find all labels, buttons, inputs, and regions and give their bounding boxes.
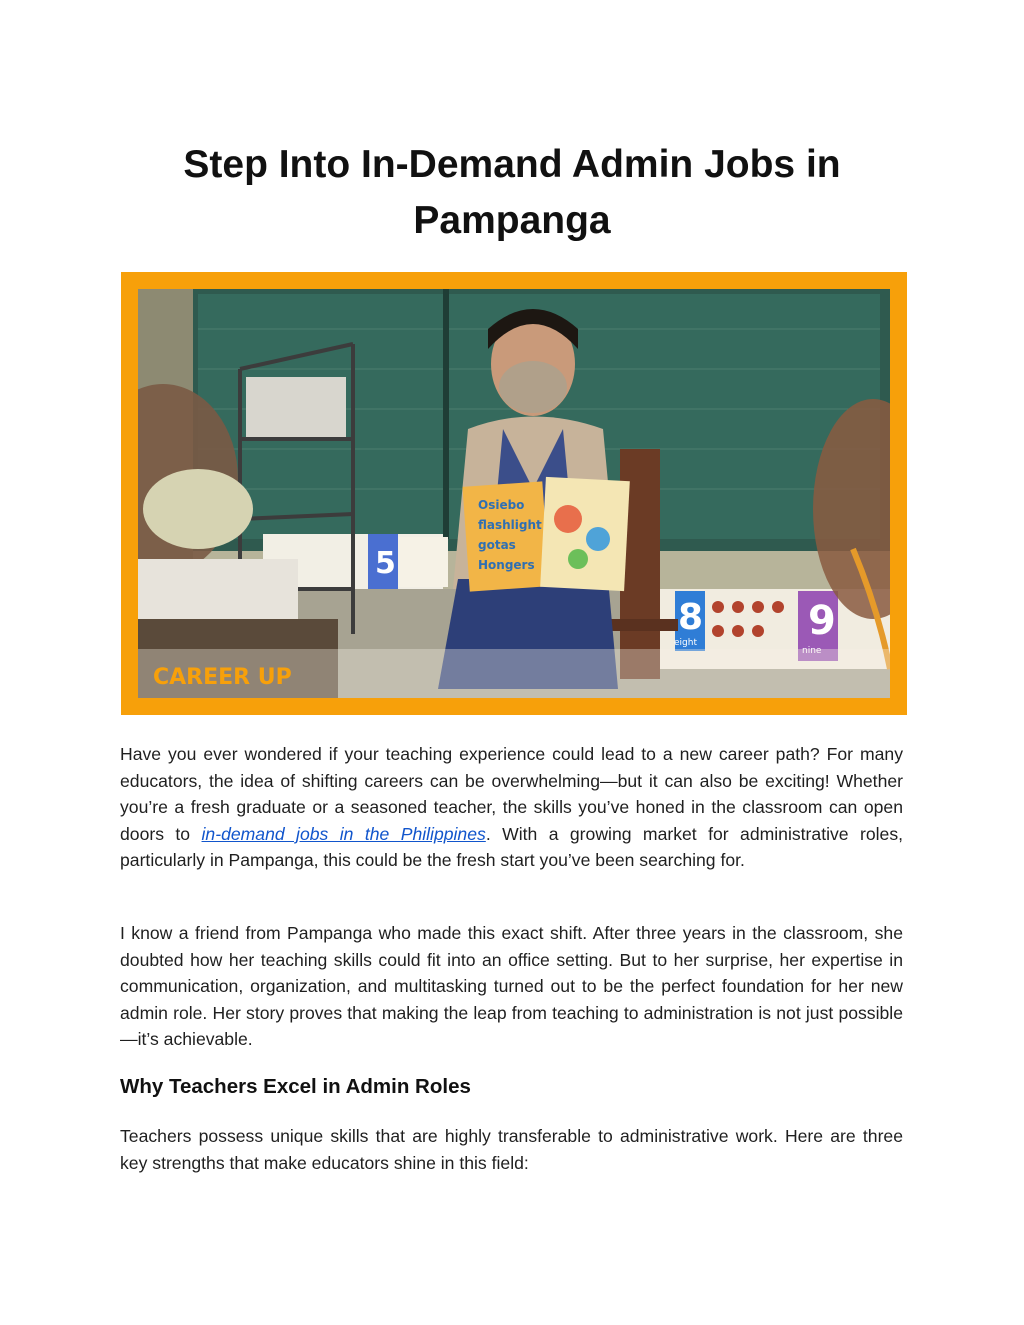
number-card-5: 5 — [375, 546, 396, 581]
page-title: Step Into In-Demand Admin Jobs in Pampanga — [183, 143, 841, 242]
number-word-eight: eight — [674, 638, 697, 648]
in-demand-jobs-link[interactable]: in-demand jobs in the Philippines — [201, 823, 486, 844]
book-title-line-3: gotas — [478, 538, 516, 552]
hero-image — [121, 272, 907, 715]
career-up-logo: CAREER UP — [153, 665, 292, 690]
intro-text-end: . With a growing market for administrative roles, particularly in Pampanga, this could be the fresh start you’ve been searching for. — [120, 823, 904, 870]
number-card-8: 8 — [678, 597, 704, 638]
skills-intro-paragraph: Teachers possess unique skills that are highly transferable to administrative work. Here are three key strengths that make educators shine in this field: — [120, 1126, 903, 1173]
number-card-9: 9 — [808, 598, 836, 644]
intro-text-start: Have you ever wondered if your teaching experience could lead to a new career path? For many educators, the idea of shifting careers can be overwhelming—but it can also be exciting! Whether you’re a fresh graduate or a seasoned teacher, the skills you’ve honed in the classroom can open doors to — [120, 744, 903, 844]
section-heading: Why Teachers Excel in Admin Roles — [120, 1075, 471, 1098]
book-title-line-1: Osiebo — [478, 498, 525, 512]
book-title-line-2: flashlight — [478, 518, 542, 532]
story-paragraph: I know a friend from Pampanga who made this exact shift. After three years in the classroom, she doubted how her teaching skills could fit into an office setting. But to her surprise, her expertise in communication, organization, and multitasking turned out to be the perfect foundation for her new admin role. Her story proves that making the leap from teaching to administration is not just possible—it’s achievable. — [120, 923, 903, 1049]
book-title-line-4: Hongers — [478, 558, 535, 572]
intro-paragraph — [120, 741, 903, 874]
classroom-photo — [138, 289, 890, 698]
number-word-nine: nine — [802, 646, 822, 656]
